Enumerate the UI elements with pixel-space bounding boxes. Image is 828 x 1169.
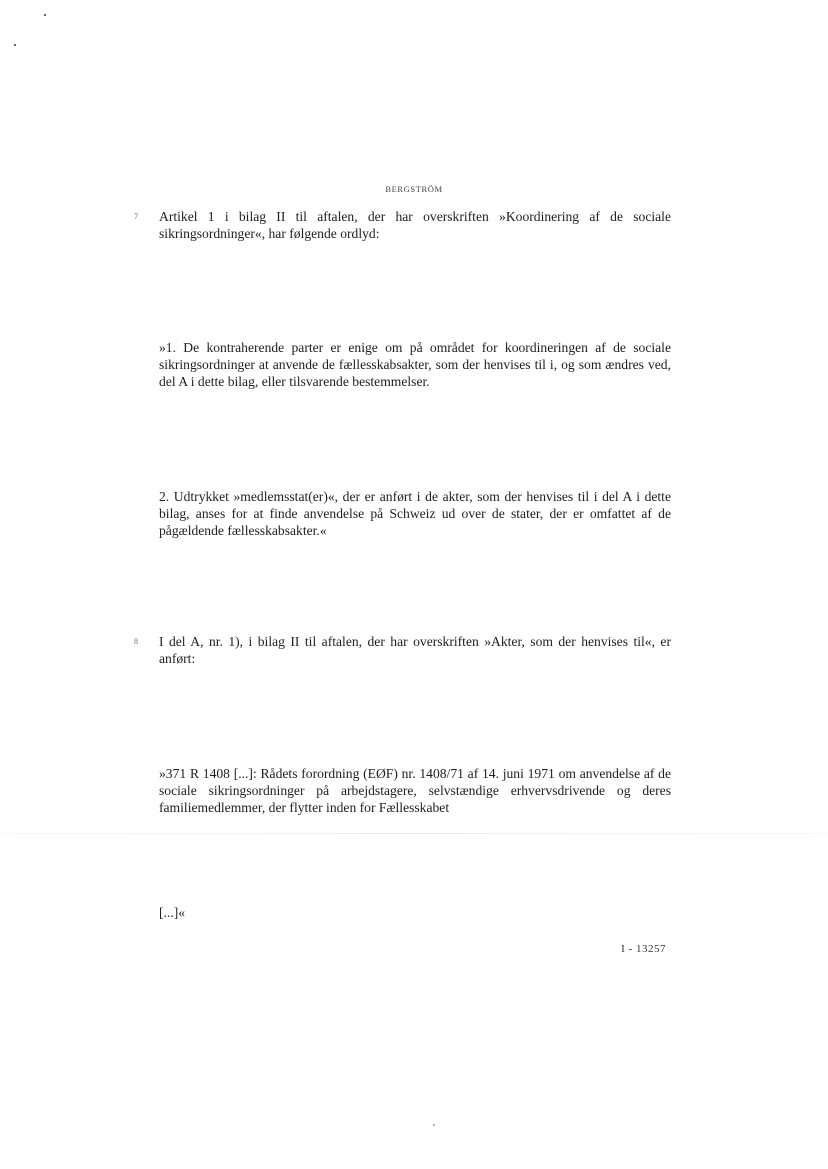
paragraph-number: 7 <box>134 212 138 221</box>
scan-speck <box>44 14 46 16</box>
quoted-point-2: 2. Udtrykket »medlemsstat(er)«, der er anført i de akter, som der henvises til i del A i dette bilag, anses for at finde anvendelse på Schweiz ud over de stater, der er omfattet af de pågældende fællesskabsakter.« <box>159 489 671 538</box>
scan-speck <box>433 1124 435 1126</box>
scan-speck <box>14 44 16 46</box>
quoted-point-1: »1. De kontraherende parter er enige om på området for koordineringen af de sociale sikringsordninger at anvende de fællesskabsakter, som der henvises til i, og som ændres ved, del A i dette bilag, eller tilsvarende bestemmelser. <box>159 340 671 389</box>
quote-ellipsis: [...]« <box>159 905 186 920</box>
running-header: BERGSTRÖM <box>385 184 443 194</box>
scan-artifact-line <box>0 833 828 834</box>
quoted-regulation: »371 R 1408 [...]: Rådets forordning (EØF) nr. 1408/71 af 14. juni 1971 om anvendelse af de sociale sikringsordninger på arbejdstagere, selvstændige erhvervsdrivende og deres familiemedlemmer, der flytter inden for Fællesskabet <box>159 766 671 815</box>
paragraph-7-text: Artikel 1 i bilag II til aftalen, der har overskriften »Koordinering af de sociale sikringsordninger«, har følgende ordlyd: <box>159 209 671 241</box>
paragraph-number: 8 <box>134 637 138 646</box>
page-reference: I - 13257 <box>621 943 666 955</box>
paragraph-8-text: I del A, nr. 1), i bilag II til aftalen, der har overskriften »Akter, som der henvises til«, er anført: <box>159 634 671 666</box>
